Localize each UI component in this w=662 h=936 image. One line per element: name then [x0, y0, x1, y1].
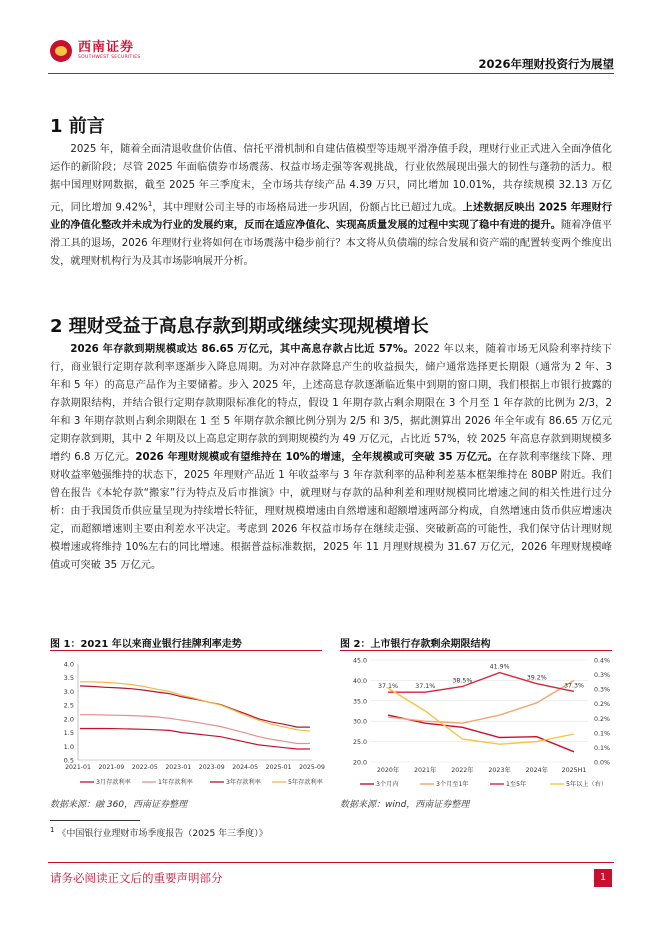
data-label: 37.1% — [415, 683, 436, 691]
figure-2-data-labels — [378, 664, 584, 691]
x-tick-label: 2025-01 — [265, 764, 292, 771]
text-run: 在存款利率继续下降、理财收益率勉强维持的状态下，2025 年理财产品近 1 年收益率与 3 年存款利率的品种利差基本框架维持在 80BP 附近。我们曾在报告《本轮存款“搬家”行为特点及后市推演》中，就理财与存款的品种利差和理财规模同比增速之间的相关性进行过分析：由于我国货币供应量呈现为持续增长特征，理财规模增速由自然增速和超额增速两部分构成，自然增速由货币供应增速决定，而超额增速则主要由利差水平决定。考虑到 2026 年权益市场存在继续走强、突破新高的可能性，我们保守估计理财规模增速或将维持 10%左右的同比增速。根据普益标准数据，2025 年 11 月理财规模为 31.67 万亿元，2026 年理财规模峰值或可突破 35 万亿元。 — [50, 452, 613, 571]
figure-2-source: 数据来源：wind，西南证券整理 — [340, 800, 470, 810]
legend-label: 1年存款利率 — [158, 779, 193, 786]
y-tick-label: 2.0 — [63, 715, 74, 724]
figure-1-rule — [50, 650, 322, 651]
legend-label: 3个月内 — [376, 781, 399, 788]
y-tick-label: 3.0 — [63, 687, 74, 696]
x-tick-label: 2020年 — [376, 767, 400, 774]
x-tick-label: 2023年 — [488, 767, 511, 774]
y-tick-label: 2.5 — [63, 701, 74, 710]
figure-1-source: 数据来源：融 360，西南证券整理 — [50, 800, 188, 810]
figure-2-legend — [360, 780, 607, 788]
y2-tick-label: 0.1% — [594, 744, 610, 752]
page-number: 1 — [594, 869, 612, 887]
x-tick-label: 2023-01 — [165, 764, 192, 771]
y2-tick-label: 0.2% — [594, 715, 610, 723]
y2-tick-label: 0.0% — [594, 759, 610, 767]
data-label: 41.9% — [489, 663, 510, 671]
x-tick-label: 2021-01 — [65, 764, 91, 771]
figure-1-series — [80, 682, 310, 749]
legend-label: 5年以上（右） — [566, 781, 608, 788]
figure-1-y-axis — [64, 661, 74, 765]
figure-1-grid — [78, 664, 312, 760]
y2-tick-label: 0.3% — [594, 686, 610, 694]
y-tick-label: 45.0 — [352, 657, 367, 665]
logo-cn: 西南证券 — [78, 40, 135, 56]
data-label: 37.1% — [377, 683, 399, 691]
footnote — [50, 826, 268, 839]
figure-2-grid — [370, 660, 588, 762]
legend-label: 5年存款利率 — [288, 779, 323, 786]
header-divider — [48, 73, 614, 74]
y-tick-label: 1.5 — [63, 729, 74, 738]
x-tick-label: 2025H1 — [561, 767, 587, 774]
logo-en: SOUTHWEST SECURITIES — [78, 55, 141, 61]
y2-tick-label: 0.4% — [594, 657, 610, 665]
series-line — [80, 729, 310, 750]
logo-icon — [50, 40, 72, 62]
y2-tick-label: 0.2% — [594, 701, 610, 709]
x-tick-label: 2023-09 — [198, 764, 225, 771]
data-label: 39.2% — [526, 674, 547, 682]
section-2-title: 2 理财受益于高息存款到期或继续实现规模增长 — [50, 316, 429, 337]
y-tick-label: 4.0 — [63, 660, 74, 669]
legend-label: 1至5年 — [506, 781, 527, 788]
y-tick-label: 35.0 — [352, 698, 367, 706]
report-title: 2026年理财投资行为展望 — [478, 57, 614, 71]
footnote-text: 《中国银行业理财市场季度报告（2025 年三季度）》 — [57, 829, 268, 839]
y-tick-label: 40.0 — [352, 677, 367, 685]
legend-label: 3年存款利率 — [226, 779, 261, 786]
y-tick-label: 3.5 — [63, 674, 74, 683]
text-run: 2025 年，随着全面清退收盘价估值、信托平滑机制和自建估值模型等违规平滑净值手段，理财行业正式进入全面净值化运作的新阶段；尽管 2025 年面临债券市场震荡、权益市场走强等客观挑战，行业依然展现出强大的韧性与蓬勃的活力。根据中国理财网数据，截至 2025 年三季度末，全市场共存续产品 4.39 万只，同比增加 10.01%，共存续规模 32.13 万亿元，同比增加 9.42% — [50, 144, 612, 214]
legend-label: 3个月至1年 — [436, 781, 469, 788]
data-label: 37.3% — [563, 682, 585, 690]
bold-text: 2026 年理财规模或有望维持在 10%的增速，全年规模或可突破 35 万亿元。 — [135, 452, 498, 463]
footnote-number: 1 — [50, 826, 55, 834]
footnote-ref: 1 — [147, 200, 153, 208]
figure-1-title: 图 1：2021 年以来商业银行挂牌利率走势 — [50, 639, 242, 650]
y2-tick-label: 0.3% — [594, 672, 610, 680]
footer-divider — [48, 862, 614, 863]
figure-2-rule — [340, 650, 612, 651]
section-2-paragraph — [50, 341, 612, 575]
figure-2-chart — [340, 652, 612, 792]
x-tick-label: 2025-09 — [299, 764, 325, 771]
footer-disclaimer: 请务必阅读正文后的重要声明部分 — [50, 871, 223, 885]
series-line — [80, 686, 310, 727]
x-tick-label: 2021-09 — [98, 764, 125, 771]
x-tick-label: 2022年 — [451, 767, 474, 774]
figure-1-legend — [80, 778, 323, 786]
text-run: 随着净值平滑工具的退场，2026 年理财行业将如何在市场震荡中稳步前行？本文将从负债端的综合发展和资产端的配置转变两个维度出发，就理财机构行为及其市场影响展开分析。 — [50, 220, 612, 268]
text-run: ，其中理财公司主导的市场格局进一步巩固，份额占比已超过九成。 — [152, 202, 463, 214]
figure-1-x-axis — [65, 764, 325, 771]
y-tick-label: 0.5 — [63, 756, 74, 765]
series-line — [80, 682, 310, 731]
x-tick-label: 2022-05 — [131, 764, 158, 771]
x-tick-label: 2024年 — [525, 767, 548, 774]
section-1-title: 1 前言 — [50, 116, 105, 137]
figure-2-title: 图 2：上市银行存款剩余期限结构 — [340, 639, 491, 650]
company-logo — [50, 40, 141, 62]
x-tick-label: 2021年 — [414, 767, 437, 774]
section-1-paragraph — [50, 141, 612, 271]
figure-1-chart — [50, 652, 325, 792]
x-tick-label: 2024-05 — [232, 764, 259, 771]
y-tick-label: 1.0 — [63, 742, 74, 751]
text-run: 2022 年以来，随着市场无风险利率持续下行，商业银行定期存款利率逐渐步入降息周期。为对冲存款降息产生的收益损失，储户通常选择更长期限（通常为 2 年、3 年和 5 年）的高息产品作为主要储蓄。步入 2025 年，上述高息存款逐渐临近集中到期的窗口期，我们根据上市银行披露的存款期限结构，并结合银行定期存款期限标准化的特点，假设 1 年期存款占剩余期限在 3 个月至 1 年存款的比例为 2/3，2 年和 3 年期存款则占剩余期限在 1 至 5 年期存款余额比例分别为 2/5 和 3/5，据此测算出 2026 年全年或有 86.65 万亿元定期存款到期，其中 2 年期及以上高息定期存款的到期规模约为 49 万亿元，占比近 57%，较 2025 年高息存款到期规模多增约 6.8 万亿元。 — [50, 344, 612, 463]
legend-label: 3月存款利率 — [96, 779, 131, 786]
bold-text: 上述数据反映出 2025 年理财行业的净值化整改并未成为行业的发展约束，反而在适应净值化、实现高质量发展的过程中实现了稳中有进的提升。 — [50, 202, 613, 232]
y2-tick-label: 0.1% — [594, 730, 610, 738]
bold-text: 2026 年存款到期规模或达 86.65 万亿元，其中高息存款占比近 57%。 — [70, 344, 415, 355]
footnote-divider — [50, 820, 140, 821]
figure-2-x-axis — [377, 765, 587, 774]
data-label: 38.5% — [452, 677, 473, 685]
y-tick-label: 20.0 — [352, 759, 367, 767]
y-tick-label: 30.0 — [352, 718, 367, 726]
y-tick-label: 25.0 — [352, 739, 367, 747]
